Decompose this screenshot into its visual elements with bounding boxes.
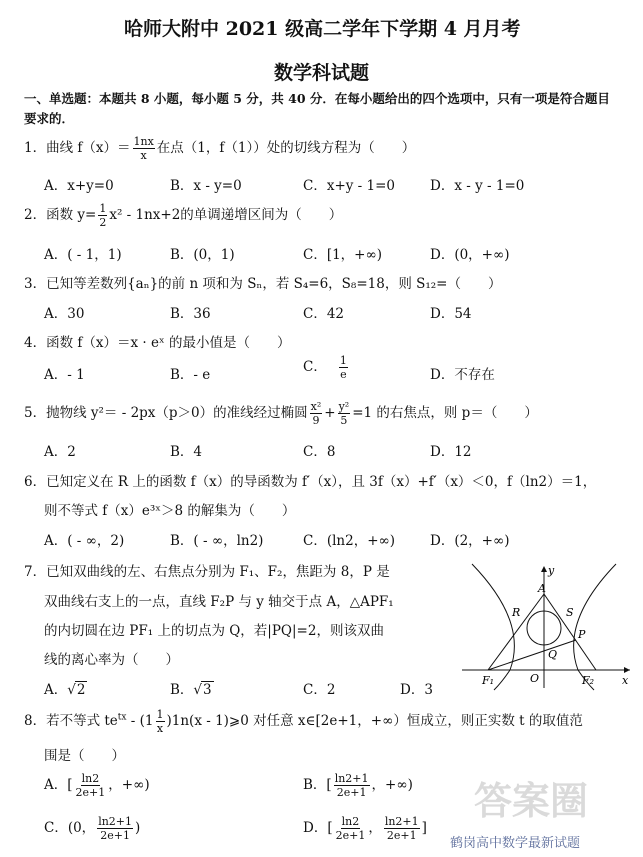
question-7-line1: 7．已知双曲线的左、右焦点分别为 F₁、F₂，焦距为 8，P 是 bbox=[24, 564, 390, 580]
q8-opta-num: ln2 bbox=[81, 772, 100, 785]
q1-option-b: B．x - y=0 bbox=[170, 178, 242, 194]
q2-option-d: D．(0，+∞) bbox=[430, 247, 510, 263]
q8-optd-num2: ln2+1 bbox=[384, 815, 419, 828]
q8-option-a bbox=[44, 772, 150, 799]
q4-option-d: D．不存在 bbox=[430, 367, 495, 383]
watermark-logo: 答案圈 bbox=[474, 779, 589, 823]
q8-optd-num1: ln2 bbox=[341, 815, 360, 828]
q8-option-b bbox=[303, 772, 413, 799]
q7-option-a-radicand: 2 bbox=[76, 682, 86, 698]
q8-text-pre: 8．若不等式 te bbox=[24, 713, 118, 729]
question-3: 3．已知等差数列{aₙ}的前 n 项和为 Sₙ，若 S₄=6，S₈=18，则 S₁₂=（ ） bbox=[24, 276, 502, 292]
q8-optc-post: ) bbox=[135, 820, 141, 836]
q2-text-pre: 2．函数 y= bbox=[24, 207, 97, 223]
q2-fraction bbox=[98, 202, 107, 229]
q6-option-d: D．(2，+∞) bbox=[430, 533, 510, 549]
y-axis-arrow bbox=[541, 566, 547, 572]
q4-optc-num: 1 bbox=[339, 354, 347, 367]
line-pf1 bbox=[488, 640, 576, 670]
q4-optc-den: e bbox=[340, 368, 347, 381]
q5-option-d: D．12 bbox=[430, 444, 472, 460]
question-7-line3: 的内切圆在边 PF₁ 上的切点为 Q，若|PQ|=2，则该双曲 bbox=[44, 623, 384, 639]
label-f1: F₁ bbox=[482, 674, 495, 687]
q8-optb-den: 2e+1 bbox=[336, 786, 367, 799]
section-heading-line1: 一、单选题：本题共 8 小题，每小题 5 分，共 40 分．在每小题给出的四个选项中，只有一项是符合题目 bbox=[24, 91, 610, 106]
q5-f1-den: 9 bbox=[312, 414, 320, 427]
q4-option-b: B．- e bbox=[170, 367, 211, 383]
q6-option-a: A．( - ∞，2) bbox=[44, 533, 125, 549]
page-title: 哈师大附中 2021 级高二学年下学期 4 月月考 bbox=[124, 18, 521, 40]
q8-optc-fraction bbox=[97, 815, 133, 842]
label-s: S bbox=[566, 606, 574, 619]
q5-option-a: A．2 bbox=[44, 444, 76, 460]
q8-text-post: )1n(x - 1)⩾0 对任意 x∈[2e+1，+∞）恒成立，则正实数 t 的取值范 bbox=[166, 713, 583, 729]
q4-option-a: A．- 1 bbox=[44, 367, 85, 383]
q8-optb-num: ln2+1 bbox=[334, 772, 369, 785]
hyperbola-left-branch bbox=[472, 564, 514, 690]
q1-option-a: A．x+y=0 bbox=[44, 178, 114, 194]
q3-option-d: D．54 bbox=[430, 306, 472, 322]
q5-plus: + bbox=[324, 405, 336, 421]
q8-option-d bbox=[303, 815, 427, 842]
q8-optd-fraction-2 bbox=[384, 815, 420, 842]
q8-optc-num: ln2+1 bbox=[98, 815, 133, 828]
q7-option-b-radicand: 3 bbox=[203, 682, 212, 698]
q1-text-pre: 1．曲线 f（x）＝ bbox=[24, 140, 131, 156]
q8-fraction bbox=[156, 708, 165, 735]
question-5 bbox=[24, 400, 538, 427]
label-p: P bbox=[578, 628, 586, 641]
hyperbola-right-branch bbox=[574, 564, 616, 690]
q5-f2-num: y² bbox=[338, 400, 350, 413]
q8-exponent: tx bbox=[117, 712, 127, 723]
q1-option-c: C．x+y - 1=0 bbox=[303, 178, 396, 194]
q7-option-b-label: B． bbox=[170, 682, 194, 698]
q8-opta-pre: A．[ bbox=[44, 777, 73, 793]
page-subtitle: 数学科试题 bbox=[274, 62, 370, 84]
q8-opta-fraction bbox=[75, 772, 107, 799]
q8-optc-pre: C．(0， bbox=[44, 820, 96, 836]
q4-option-c-fraction bbox=[339, 354, 348, 381]
q8-optd-den2: 2e+1 bbox=[386, 829, 417, 842]
q2-option-b: B．(0，1) bbox=[170, 247, 235, 263]
q8-opta-den: 2e+1 bbox=[75, 786, 106, 799]
q5-fraction-1 bbox=[310, 400, 323, 427]
q8-optd-sep: ， bbox=[368, 820, 382, 836]
q6-option-c: C．(ln2，+∞) bbox=[303, 533, 396, 549]
q8-optd-pre: D．[ bbox=[303, 820, 333, 836]
q5-text-pre: 5．抛物线 y²＝ - 2px（p＞0）的准线经过椭圆 bbox=[24, 405, 308, 421]
q1-frac-num: 1nx bbox=[133, 135, 154, 148]
q5-f1-num: x² bbox=[310, 400, 322, 413]
q5-f2-den: 5 bbox=[340, 414, 348, 427]
q5-text-post: =1 的右焦点，则 p＝（ ） bbox=[352, 405, 538, 421]
q2-text-mid: x² - 1nx+2 bbox=[109, 207, 181, 223]
question-2 bbox=[24, 202, 342, 229]
x-axis-arrow bbox=[624, 667, 630, 673]
q8-text-mid: - (1 bbox=[126, 713, 154, 729]
q8-optb-pre: B．[ bbox=[303, 777, 332, 793]
q2-option-a: A．( - 1，1) bbox=[44, 247, 122, 263]
q2-option-c: C．[1，+∞) bbox=[303, 247, 383, 263]
section-heading-line2: 要求的． bbox=[24, 111, 75, 126]
q5-fraction-2 bbox=[338, 400, 351, 427]
q7-option-d: D．3 bbox=[400, 682, 433, 698]
q8-option-c bbox=[44, 815, 140, 842]
question-6-line1: 6．已知定义在 R 上的函数 f（x）的导函数为 f′（x），且 3f（x）+f′（x）＜0，f（ln2）＝1， bbox=[24, 474, 597, 490]
label-y: y bbox=[548, 564, 555, 577]
q1-frac-den: x bbox=[140, 149, 147, 162]
label-a: A bbox=[538, 582, 546, 595]
question-1 bbox=[24, 135, 415, 162]
question-7-line2: 双曲线右支上的一点，直线 F₂P 与 y 轴交于点 A，△APF₁ bbox=[44, 594, 394, 610]
q6-option-b: B．( - ∞，ln2) bbox=[170, 533, 264, 549]
q2-frac-num: 1 bbox=[99, 202, 107, 215]
q5-option-b: B．4 bbox=[170, 444, 203, 460]
hyperbola-figure bbox=[458, 562, 636, 692]
label-o: O bbox=[530, 672, 540, 685]
label-f2: F₂ bbox=[582, 674, 595, 687]
q4-option-c-label: C． bbox=[303, 359, 327, 375]
q8-optb-fraction bbox=[334, 772, 370, 799]
q8-optd-post: ] bbox=[421, 820, 427, 836]
label-r: R bbox=[512, 606, 521, 619]
q7-option-a: A．√2 bbox=[44, 682, 86, 698]
q7-option-a-label: A． bbox=[44, 682, 68, 698]
q8-optd-den1: 2e+1 bbox=[335, 829, 366, 842]
question-4: 4．函数 f（x）＝x · eˣ 的最小值是（ ） bbox=[24, 335, 291, 351]
q3-option-c: C．42 bbox=[303, 306, 345, 322]
q1-text-post: 在点（1，f（1））处的切线方程为（ ） bbox=[156, 140, 416, 156]
q2-text-post: 的单调递增区间为（ ） bbox=[180, 207, 343, 223]
q4-option-c bbox=[303, 354, 350, 381]
question-8-line2: 围是（ ） bbox=[44, 748, 125, 764]
q8-frac-den: x bbox=[156, 722, 164, 735]
q3-option-b: B．36 bbox=[170, 306, 211, 322]
q8-optc-den: 2e+1 bbox=[100, 829, 130, 842]
question-8 bbox=[24, 708, 583, 735]
question-7-line4: 线的离心率为（ ） bbox=[44, 652, 179, 668]
q1-fraction bbox=[133, 135, 155, 162]
label-q: Q bbox=[548, 648, 558, 661]
q8-opta-post: ，+∞) bbox=[108, 777, 150, 793]
question-6-line2: 则不等式 f（x）e³ˣ＞8 的解集为（ ） bbox=[44, 503, 296, 519]
q8-frac-num: 1 bbox=[156, 708, 164, 721]
q8-optd-fraction-1 bbox=[335, 815, 367, 842]
watermark-caption: 鹤岗高中数学最新试题 bbox=[450, 836, 581, 851]
label-x: x bbox=[622, 674, 629, 687]
q2-frac-den: 2 bbox=[99, 216, 107, 229]
q5-option-c: C．8 bbox=[303, 444, 336, 460]
q7-option-b: B．√3 bbox=[170, 682, 212, 698]
q1-option-d: D．x - y - 1=0 bbox=[430, 178, 525, 194]
q7-option-c: C．2 bbox=[303, 682, 336, 698]
q3-option-a: A．30 bbox=[44, 306, 85, 322]
q8-optb-post: ，+∞) bbox=[371, 777, 413, 793]
